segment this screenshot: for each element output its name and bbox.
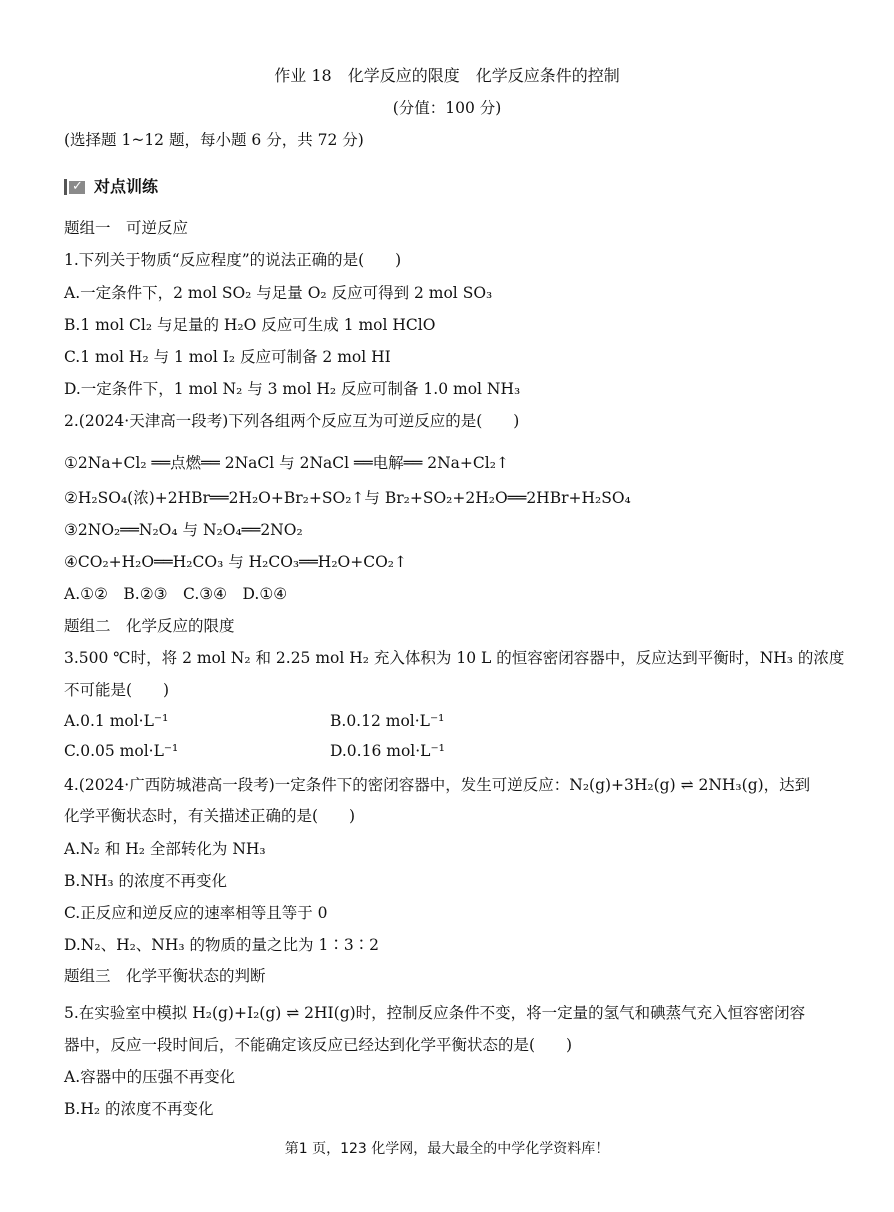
question-3-option-b: B.0.12 mol·L⁻¹ xyxy=(330,712,445,730)
question-2-item-1: ①2Na+Cl₂ ══点燃══ 2NaCl 与 2NaCl ══电解══ 2Na+Cl₂↑ xyxy=(64,454,509,472)
question-4-option-b: B.NH₃ 的浓度不再变化 xyxy=(64,872,228,890)
question-1: 1.下列关于物质“反应程度”的说法正确的是( ) xyxy=(64,251,402,269)
question-2-item-4: ④CO₂+H₂O══H₂CO₃ 与 H₂CO₃══H₂O+CO₂↑ xyxy=(64,553,407,571)
question-2-item-2: ②H₂SO₄(浓)+2HBr══2H₂O+Br₂+SO₂↑与 Br₂+SO₂+2H₂O══2HBr+H₂SO₄ xyxy=(64,489,631,507)
question-1-option-b: B.1 mol Cl₂ 与足量的 H₂O 反应可生成 1 mol HClO xyxy=(64,316,436,334)
group-heading: 题组一 可逆反应 xyxy=(64,219,189,237)
question-5-option-b: B.H₂ 的浓度不再变化 xyxy=(64,1100,214,1118)
question-2-options: A.①② B.②③ C.③④ D.①④ xyxy=(64,585,288,603)
section-heading: 对点训练 xyxy=(94,177,159,196)
question-4-option-d: D.N₂、H₂、NH₃ 的物质的量之比为 1∶3∶2 xyxy=(64,936,380,954)
question-4-option-a: A.N₂ 和 H₂ 全部转化为 NH₃ xyxy=(64,840,266,858)
question-5-option-a: A.容器中的压强不再变化 xyxy=(64,1068,236,1086)
question-3-cont: 不可能是( ) xyxy=(64,681,170,699)
question-3-option-d: D.0.16 mol·L⁻¹ xyxy=(330,742,445,760)
question-2: 2.(2024·天津高一段考)下列各组两个反应互为可逆反应的是( ) xyxy=(64,412,520,430)
question-1-option-c: C.1 mol H₂ 与 1 mol I₂ 反应可制备 2 mol HI xyxy=(64,348,391,366)
question-5-cont: 器中，反应一段时间后，不能确定该反应已经达到化学平衡状态的是( ) xyxy=(64,1036,573,1054)
question-4-option-c: C.正反应和逆反应的速率相等且等于 0 xyxy=(64,904,328,922)
page-footer: 第1 页，123 化学网，最大最全的中学化学资料库！ xyxy=(284,1141,610,1157)
question-5: 5.在实验室中模拟 H₂(g)+I₂(g) ⇌ 2HI(g)时，控制反应条件不变，将一定量的氢气和碘蒸气充入恒容密闭容 xyxy=(64,1004,806,1022)
group-heading: 题组二 化学反应的限度 xyxy=(64,617,235,635)
question-4-cont: 化学平衡状态时，有关描述正确的是( ) xyxy=(64,807,356,825)
question-1-option-a: A.一定条件下，2 mol SO₂ 与足量 O₂ 反应可得到 2 mol SO₃ xyxy=(64,284,493,302)
score-note: (分值：100 分) xyxy=(392,99,502,117)
group-heading: 题组三 化学平衡状态的判断 xyxy=(64,967,266,985)
checkbox-icon: ✓ xyxy=(64,179,86,195)
question-3: 3.500 ℃时，将 2 mol N₂ 和 2.25 mol H₂ 充入体积为 10 L 的恒容密闭容器中，反应达到平衡时，NH₃ 的浓度 xyxy=(64,649,845,667)
question-2-item-3: ③2NO₂══N₂O₄ 与 N₂O₄══2NO₂ xyxy=(64,521,303,539)
question-3-option-c: C.0.05 mol·L⁻¹ xyxy=(64,742,179,760)
page-title: 作业 18 化学反应的限度 化学反应条件的控制 xyxy=(274,66,620,85)
question-3-option-a: A.0.1 mol·L⁻¹ xyxy=(64,712,169,730)
question-4: 4.(2024·广西防城港高一段考)一定条件下的密闭容器中，发生可逆反应：N₂(g)+3H₂(g) ⇌ 2NH₃(g)，达到 xyxy=(64,776,811,794)
question-1-option-d: D.一定条件下，1 mol N₂ 与 3 mol H₂ 反应可制备 1.0 mol NH₃ xyxy=(64,380,521,398)
instructions-note: (选择题 1~12 题，每小题 6 分，共 72 分) xyxy=(64,131,364,149)
